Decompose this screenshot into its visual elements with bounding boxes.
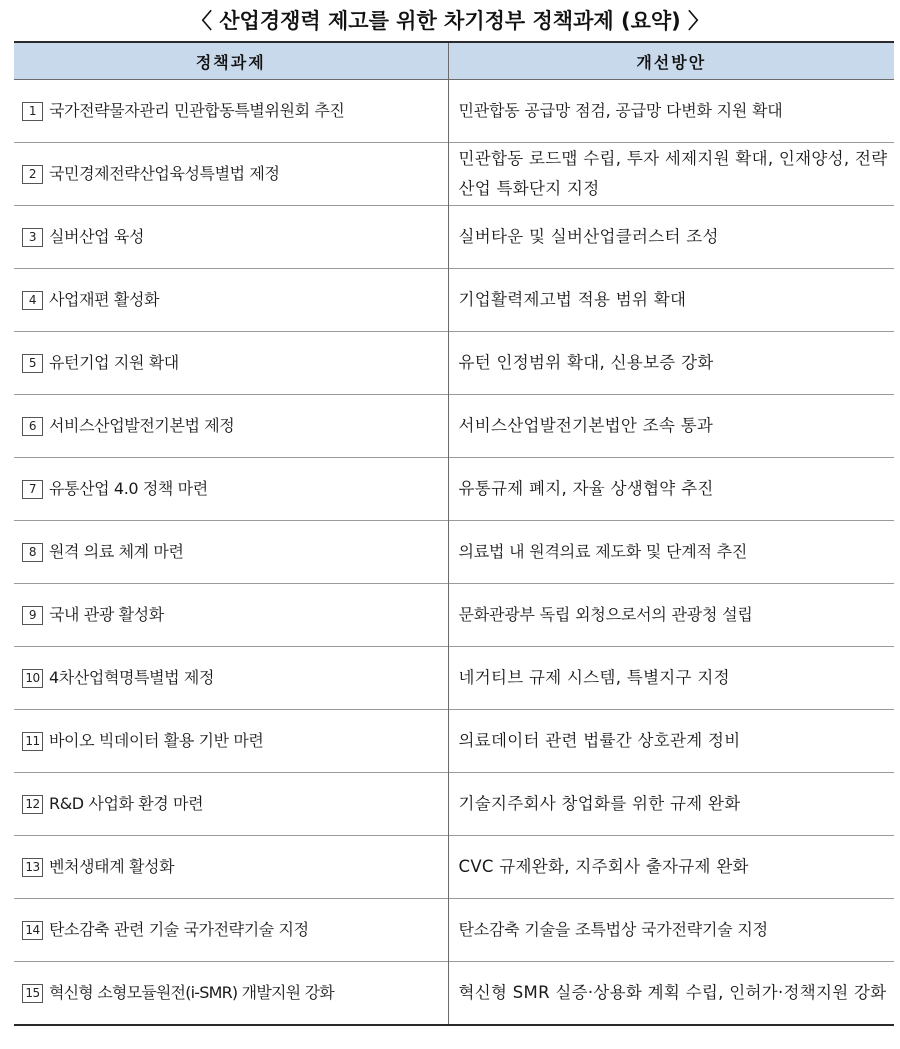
task-text: 사업재편 활성화 — [49, 290, 160, 309]
table-row — [14, 521, 894, 584]
policy-table — [14, 41, 894, 1026]
table-row — [14, 962, 894, 1026]
plan-cell: 민관합동 로드맵 수립, 투자 세제지원 확대, 인재양성, 전략산업 특화단지 지정 — [448, 143, 894, 206]
table-header-row — [14, 42, 894, 80]
table-row — [14, 836, 894, 899]
table-row — [14, 143, 894, 206]
plan-cell: 서비스산업발전기본법안 조속 통과 — [448, 395, 894, 458]
task-cell — [14, 836, 448, 899]
table-row — [14, 458, 894, 521]
table-row — [14, 584, 894, 647]
plan-cell: 실버타운 및 실버산업클러스터 조성 — [448, 206, 894, 269]
item-number-box: 3 — [22, 228, 43, 247]
task-cell — [14, 647, 448, 710]
column-header-plan: 개선방안 — [448, 42, 894, 80]
plan-cell: 기술지주회사 창업화를 위한 규제 완화 — [448, 773, 894, 836]
task-cell — [14, 773, 448, 836]
item-number-box: 11 — [22, 732, 43, 751]
plan-cell: 유턴 인정범위 확대, 신용보증 강화 — [448, 332, 894, 395]
task-text: 서비스산업발전기본법 제정 — [49, 416, 235, 435]
plan-cell: 의료법 내 원격의료 제도화 및 단계적 추진 — [448, 521, 894, 584]
task-text: 국가전략물자관리 민관합동특별위원회 추진 — [49, 101, 345, 120]
item-number-box: 14 — [22, 921, 43, 940]
item-number-box: 2 — [22, 165, 43, 184]
task-cell — [14, 962, 448, 1026]
table-row — [14, 206, 894, 269]
item-number-box: 5 — [22, 354, 43, 373]
plan-cell: 의료데이터 관련 법률간 상호관계 정비 — [448, 710, 894, 773]
table-row — [14, 332, 894, 395]
plan-cell: CVC 규제완화, 지주회사 출자규제 완화 — [448, 836, 894, 899]
task-cell — [14, 269, 448, 332]
table-row — [14, 773, 894, 836]
plan-cell: 민관합동 공급망 점검, 공급망 다변화 지원 확대 — [448, 80, 894, 143]
task-text: 벤처생태계 활성화 — [49, 857, 175, 876]
task-cell — [14, 521, 448, 584]
item-number-box: 13 — [22, 858, 43, 877]
item-number-box: 7 — [22, 480, 43, 499]
column-header-task: 정책과제 — [14, 42, 448, 80]
table-row — [14, 269, 894, 332]
task-text: 원격 의료 체계 마련 — [49, 542, 184, 561]
item-number-box: 8 — [22, 543, 43, 562]
task-cell — [14, 899, 448, 962]
item-number-box: 9 — [22, 606, 43, 625]
task-text: 국민경제전략산업육성특별법 제정 — [49, 164, 280, 183]
table-row — [14, 647, 894, 710]
table-row — [14, 395, 894, 458]
table-row — [14, 710, 894, 773]
task-cell — [14, 80, 448, 143]
task-text: 국내 관광 활성화 — [49, 605, 164, 624]
table-row — [14, 899, 894, 962]
plan-cell: 네거티브 규제 시스템, 특별지구 지정 — [448, 647, 894, 710]
item-number-box: 15 — [22, 984, 43, 1003]
task-cell — [14, 584, 448, 647]
table-row — [14, 80, 894, 143]
item-number-box: 1 — [22, 102, 43, 121]
plan-cell: 기업활력제고법 적용 범위 확대 — [448, 269, 894, 332]
plan-cell: 혁신형 SMR 실증·상용화 계획 수립, 인허가·정책지원 강화 — [448, 962, 894, 1026]
task-text: 유통산업 4.0 정책 마련 — [49, 479, 208, 498]
task-text: 4차산업혁명특별법 제정 — [49, 668, 215, 687]
task-text: R&D 사업화 환경 마련 — [49, 794, 204, 813]
item-number-box: 4 — [22, 291, 43, 310]
task-text: 혁신형 소형모듈원전(i-SMR) 개발지원 강화 — [49, 983, 334, 1002]
item-number-box: 6 — [22, 417, 43, 436]
task-cell — [14, 206, 448, 269]
page-title: 〈 산업경쟁력 제고를 위한 차기정부 정책과제 (요약) 〉 — [190, 9, 710, 33]
plan-cell: 유통규제 폐지, 자율 상생협약 추진 — [448, 458, 894, 521]
task-cell — [14, 395, 448, 458]
item-number-box: 10 — [22, 669, 43, 688]
task-cell — [14, 143, 448, 206]
item-number-box: 12 — [22, 795, 43, 814]
task-text: 탄소감축 관련 기술 국가전략기술 지정 — [49, 920, 309, 939]
plan-cell: 문화관광부 독립 외청으로서의 관광청 설립 — [448, 584, 894, 647]
task-text: 바이오 빅데이터 활용 기반 마련 — [49, 731, 264, 750]
task-text: 실버산업 육성 — [49, 227, 145, 246]
task-text: 유턴기업 지원 확대 — [49, 353, 179, 372]
plan-cell: 탄소감축 기술을 조특법상 국가전략기술 지정 — [448, 899, 894, 962]
task-cell — [14, 710, 448, 773]
task-cell — [14, 332, 448, 395]
task-cell — [14, 458, 448, 521]
